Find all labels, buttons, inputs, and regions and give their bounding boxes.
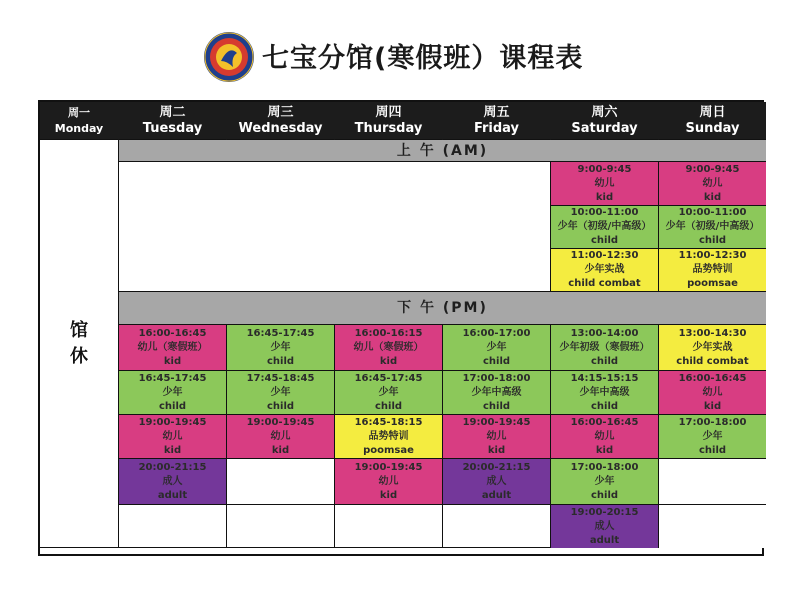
class-en: child: [590, 355, 619, 367]
class-cn: 品势特训: [692, 264, 733, 275]
day-en: Saturday: [571, 120, 638, 136]
class-time: 19:00-19:45: [138, 416, 207, 428]
class-en: kid: [163, 444, 182, 456]
class-cn: 少年初级（寒假班）: [559, 341, 650, 353]
class-time: 16:45-17:45: [138, 372, 207, 384]
class-en: child combat: [676, 355, 749, 367]
class-en: kid: [703, 191, 722, 203]
class-cell[interactable]: [335, 325, 443, 371]
day-cn: 周日: [699, 104, 726, 120]
class-cell[interactable]: [659, 371, 766, 415]
class-en: child combat: [568, 278, 641, 289]
monday-closed: [40, 140, 119, 548]
class-en: kid: [163, 355, 182, 367]
class-en: child: [698, 444, 727, 456]
class-time: 16:00-16:45: [570, 416, 639, 428]
closed-char: 休: [70, 345, 88, 367]
day-en: Monday: [54, 121, 104, 135]
day-en: Friday: [473, 120, 520, 136]
day-cn: 周一: [68, 105, 90, 119]
class-cell[interactable]: [335, 371, 443, 415]
class-cn: 少年实战: [692, 341, 733, 353]
day-en: Wednesday: [238, 120, 323, 136]
class-cell[interactable]: [659, 249, 766, 292]
class-en: child: [590, 400, 619, 412]
class-cell[interactable]: [551, 505, 659, 548]
class-cn: 幼儿: [378, 475, 399, 487]
class-time: 19:00-19:45: [354, 461, 423, 473]
class-cell[interactable]: [119, 325, 227, 371]
am-band: 上 午 (AM): [119, 140, 766, 162]
taekwondo-logo-icon: [203, 31, 255, 83]
day-header-tuesday: [119, 102, 227, 140]
class-time: 16:00-16:45: [138, 327, 207, 339]
day-header-thursday: [335, 102, 443, 140]
am-empty: [119, 162, 551, 292]
class-cn: 幼儿: [702, 386, 723, 398]
day-cn: 周六: [591, 104, 618, 120]
empty-cell: [335, 505, 443, 548]
am-saturday: [551, 162, 659, 292]
class-cn: 幼儿: [270, 430, 291, 442]
class-en: kid: [379, 489, 398, 501]
class-en: child: [590, 235, 619, 246]
class-en: kid: [595, 191, 614, 203]
class-time: 19:00-19:45: [246, 416, 315, 428]
class-en: child: [698, 235, 727, 246]
class-time: 13:00-14:00: [570, 327, 639, 339]
class-en: child: [482, 400, 511, 412]
day-en: Sunday: [685, 120, 740, 136]
class-time: 16:00-16:15: [354, 327, 423, 339]
class-time: 13:00-14:30: [678, 327, 747, 339]
class-cell[interactable]: [659, 415, 766, 459]
class-time: 20:00-21:15: [138, 461, 207, 473]
class-time: 9:00-9:45: [577, 163, 632, 175]
class-cell[interactable]: [659, 206, 766, 249]
class-time: 16:00-16:45: [678, 372, 747, 384]
day-header-sunday: [659, 102, 766, 140]
class-cn: 幼儿: [162, 430, 183, 442]
class-cn: 成人: [594, 520, 615, 532]
class-en: adult: [481, 489, 512, 501]
class-en: poomsae: [363, 444, 414, 456]
empty-cell: [659, 505, 766, 548]
class-cell[interactable]: [551, 415, 659, 459]
day-header-wednesday: [227, 102, 335, 140]
class-cn: 少年: [162, 386, 183, 398]
class-cn: 少年（初级/中高级）: [665, 221, 760, 232]
class-cell[interactable]: [551, 371, 659, 415]
class-time: 10:00-11:00: [570, 207, 639, 218]
class-cell[interactable]: [551, 459, 659, 505]
class-cell[interactable]: [551, 162, 659, 206]
day-cn: 周四: [375, 104, 402, 120]
class-en: kid: [595, 444, 614, 456]
class-cell[interactable]: [335, 459, 443, 505]
empty-cell: [227, 459, 335, 505]
class-cell[interactable]: [443, 459, 551, 505]
empty-cell: [119, 505, 227, 548]
empty-cell: [659, 459, 766, 505]
class-cn: 幼儿: [486, 430, 507, 442]
class-time: 14:15-15:15: [570, 372, 639, 384]
class-cn: 少年实战: [584, 264, 625, 275]
class-cn: 幼儿: [594, 430, 615, 442]
class-en: child: [158, 400, 187, 412]
class-cell[interactable]: [551, 325, 659, 371]
class-cn: 少年: [486, 341, 507, 353]
class-time: 16:45-17:45: [246, 327, 315, 339]
class-cn: 成人: [162, 475, 183, 487]
am-sunday: [659, 162, 766, 292]
class-time: 19:00-20:15: [570, 506, 639, 518]
class-en: kid: [379, 355, 398, 367]
title-area: [0, 0, 800, 100]
class-cn: 少年: [270, 386, 291, 398]
day-cn: 周五: [483, 104, 510, 120]
class-cell[interactable]: [119, 415, 227, 459]
class-time: 10:00-11:00: [678, 207, 747, 218]
class-cn: 少年中高级: [579, 386, 630, 398]
class-en: kid: [703, 400, 722, 412]
closed-char: 馆: [70, 319, 88, 341]
class-time: 9:00-9:45: [685, 163, 740, 175]
class-cell[interactable]: [227, 371, 335, 415]
class-cn: 少年: [702, 430, 723, 442]
class-time: 17:00-18:00: [678, 416, 747, 428]
class-en: kid: [271, 444, 290, 456]
class-en: child: [590, 489, 619, 501]
class-cell[interactable]: [551, 249, 659, 292]
class-time: 11:00-12:30: [678, 250, 747, 261]
class-cn: 幼儿（寒假班）: [353, 341, 424, 353]
class-en: child: [374, 400, 403, 412]
class-time: 16:45-17:45: [354, 372, 423, 384]
class-cell[interactable]: [335, 415, 443, 459]
class-cell[interactable]: [443, 371, 551, 415]
class-cn: 少年: [594, 475, 615, 487]
day-en: Thursday: [354, 120, 423, 136]
class-time: 16:00-17:00: [462, 327, 531, 339]
class-cell[interactable]: [443, 415, 551, 459]
class-time: 11:00-12:30: [570, 250, 639, 261]
class-en: child: [482, 355, 511, 367]
class-en: kid: [487, 444, 506, 456]
class-time: 17:45-18:45: [246, 372, 315, 384]
class-time: 16:45-18:15: [354, 416, 423, 428]
day-en: Tuesday: [142, 120, 203, 136]
class-en: poomsae: [687, 278, 738, 289]
day-header-saturday: [551, 102, 659, 140]
class-cell[interactable]: [659, 325, 766, 371]
day-cn: 周二: [159, 104, 186, 120]
class-en: adult: [157, 489, 188, 501]
class-cn: 幼儿: [594, 177, 615, 189]
class-en: child: [266, 355, 295, 367]
class-time: 17:00-18:00: [570, 461, 639, 473]
page-title: 七宝分馆(寒假班）课程表: [262, 43, 584, 74]
class-cn: 成人: [486, 475, 507, 487]
class-time: 19:00-19:45: [462, 416, 531, 428]
class-cell[interactable]: [551, 206, 659, 249]
schedule-table: [38, 100, 764, 556]
class-time: 20:00-21:15: [462, 461, 531, 473]
class-cn: 少年: [378, 386, 399, 398]
class-cell[interactable]: [227, 325, 335, 371]
pm-band: 下 午 (PM): [119, 292, 766, 325]
class-cn: 品势特训: [368, 430, 409, 442]
class-cn: 幼儿（寒假班）: [137, 341, 208, 353]
class-cn: 少年中高级: [471, 386, 522, 398]
class-cell[interactable]: [119, 459, 227, 505]
class-cn: 幼儿: [702, 177, 723, 189]
day-cn: 周三: [267, 104, 294, 120]
class-cell[interactable]: [443, 325, 551, 371]
empty-cell: [443, 505, 551, 548]
class-en: child: [266, 400, 295, 412]
class-time: 17:00-18:00: [462, 372, 531, 384]
class-en: adult: [589, 534, 620, 546]
class-cell[interactable]: [119, 371, 227, 415]
day-header-friday: [443, 102, 551, 140]
class-cell[interactable]: [659, 162, 766, 206]
day-header-monday: [40, 102, 119, 140]
class-cn: 少年: [270, 341, 291, 353]
class-cell[interactable]: [227, 415, 335, 459]
empty-cell: [227, 505, 335, 548]
class-cn: 少年（初级/中高级）: [557, 221, 652, 232]
